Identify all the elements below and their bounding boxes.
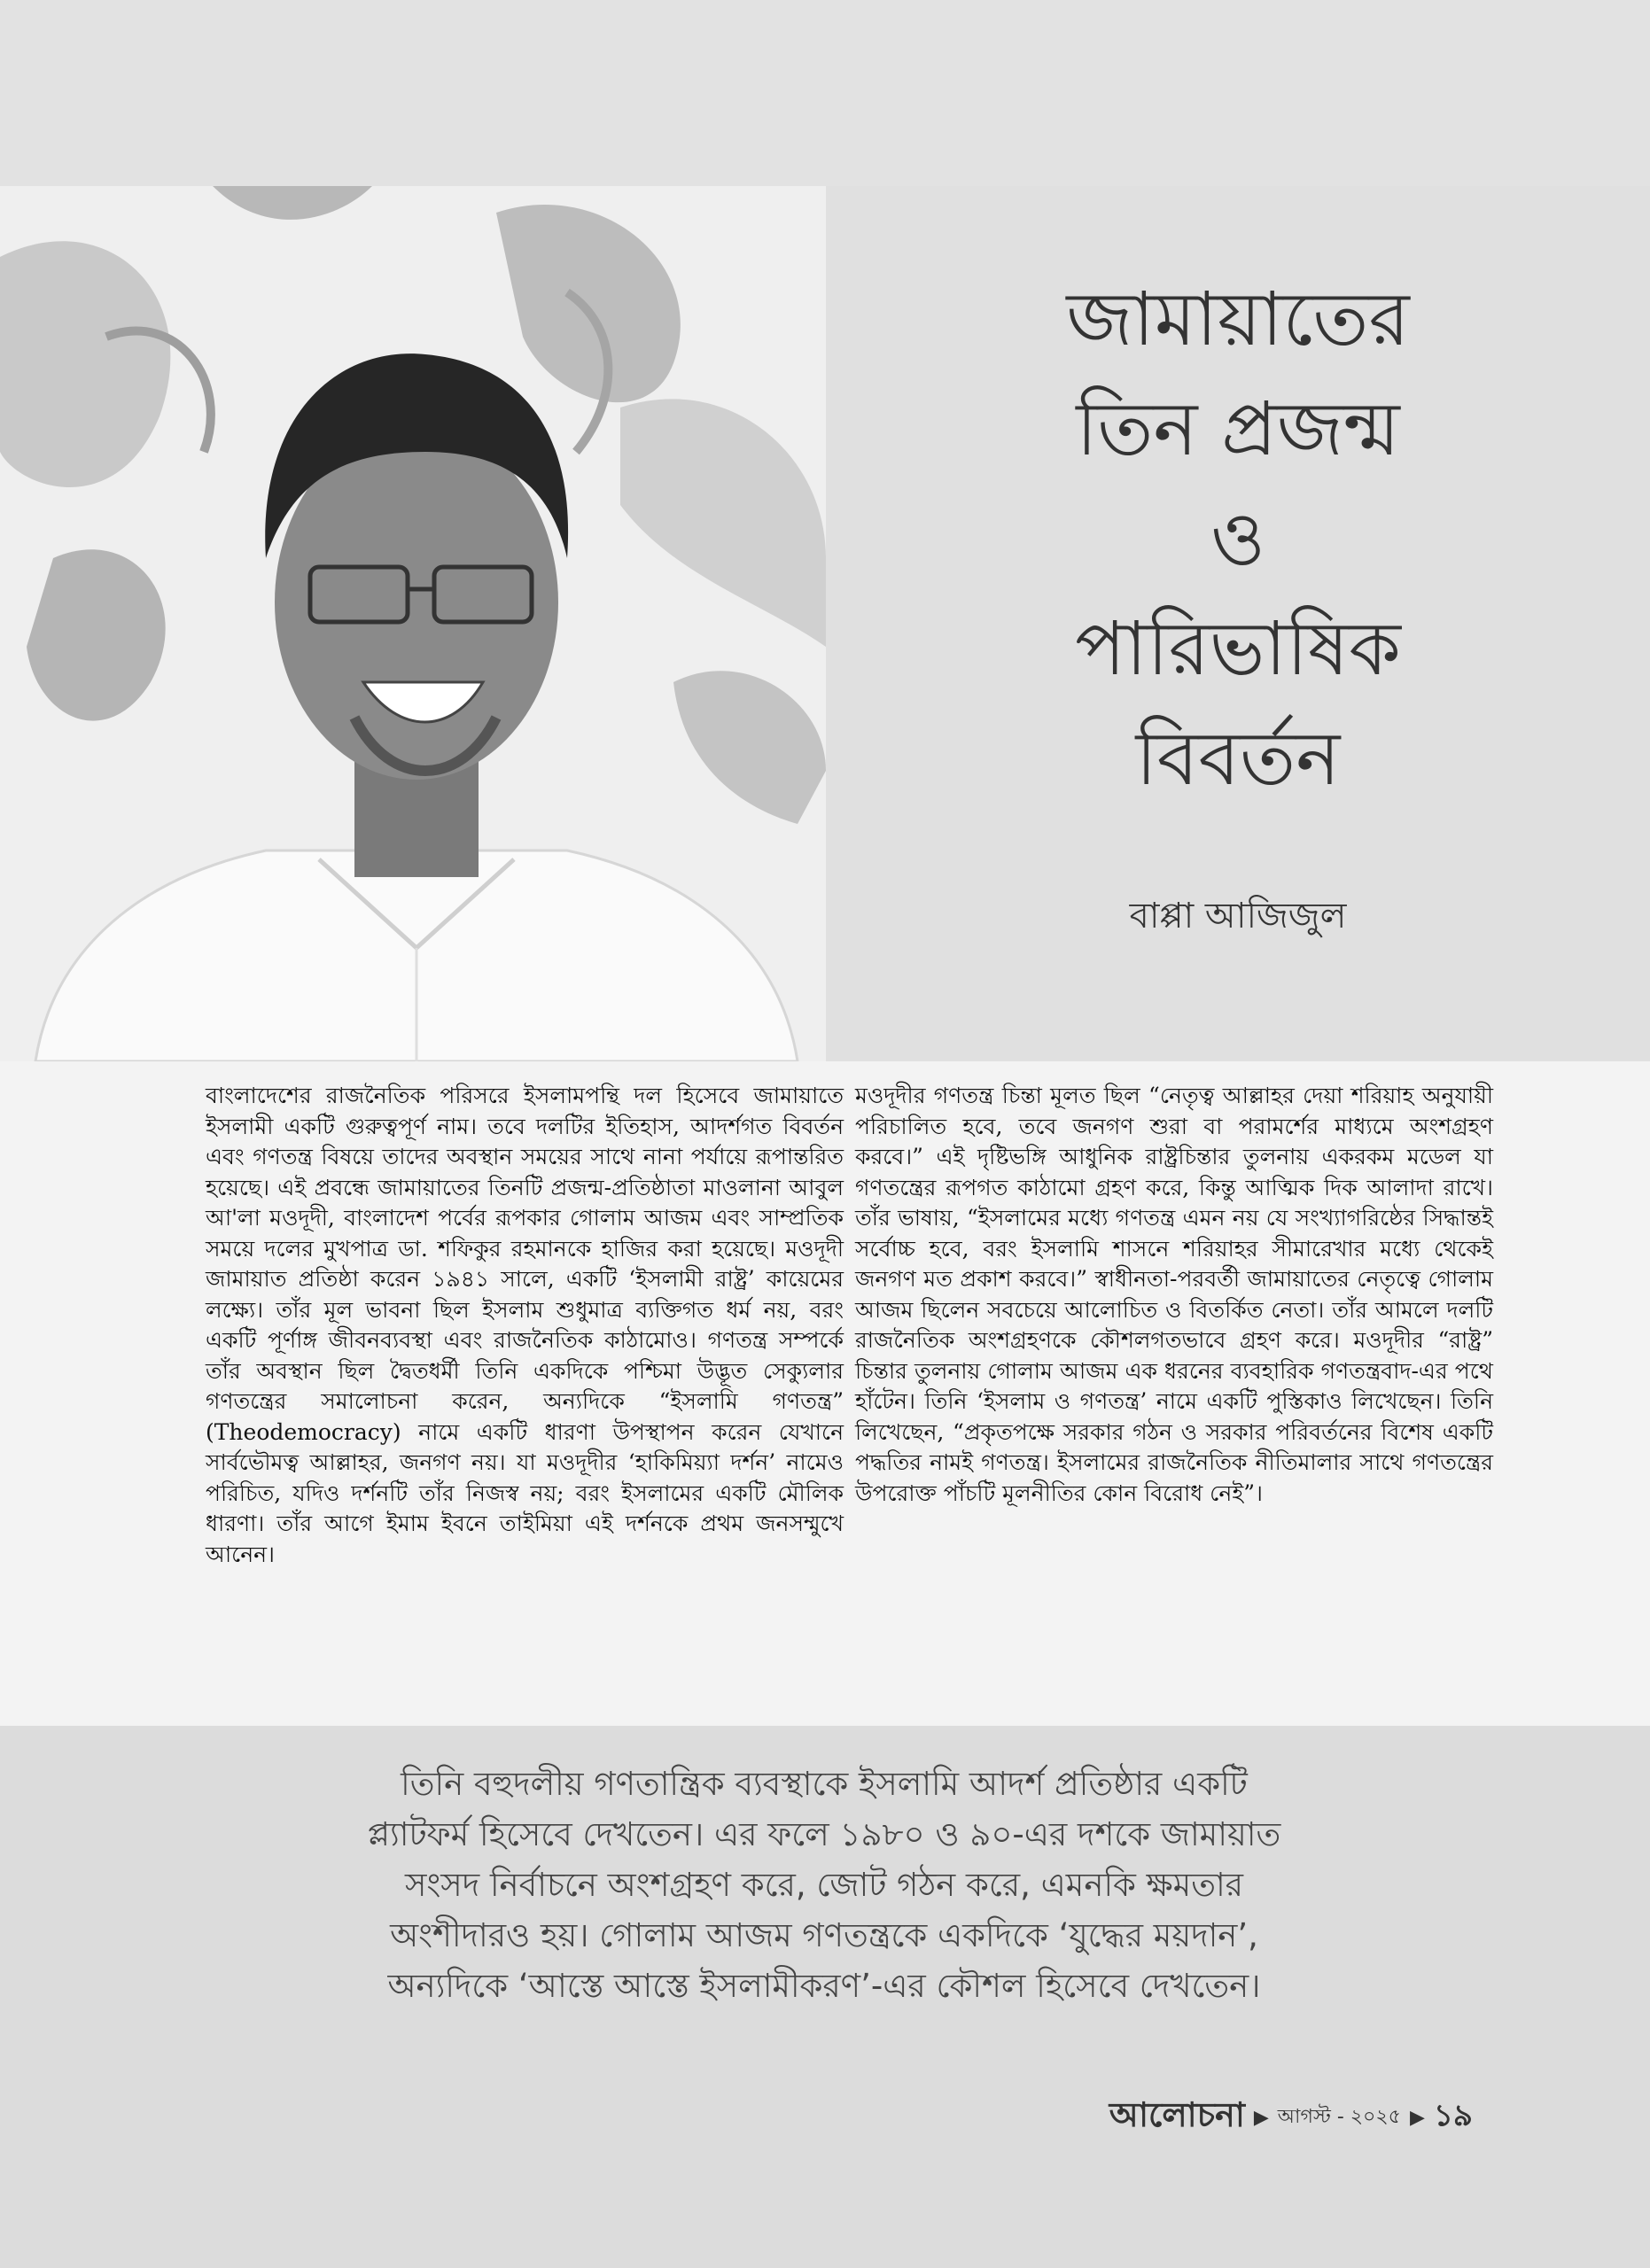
page-footer [1109, 2091, 1473, 2144]
title-line: বিবর্তন [1135, 715, 1341, 802]
article-body [0, 1061, 1650, 1726]
title-line: জামায়াতের [1066, 276, 1410, 362]
author-byline: বাপ্পা আজিজুল [1129, 896, 1347, 936]
body-column-right [855, 1081, 1493, 1509]
title-panel [826, 186, 1650, 1061]
pull-quote-line: তিনি বহুদলীয় গণতান্ত্রিক ব্যবস্থাকে ইসলামি আদর্শ প্রতিষ্ঠার একটি [401, 1765, 1248, 1803]
pull-quote-line: অংশীদারও হয়। গোলাম আজম গণতন্ত্রকে একদিকে ‘যুদ্ধের ময়দান’, [390, 1916, 1258, 1954]
triangle-right-icon: ▶ [1409, 2106, 1425, 2129]
title-line: তিন প্রজন্ম [1076, 385, 1400, 472]
body-column-left [206, 1081, 844, 1570]
body-paragraph: বাংলাদেশের রাজনৈতিক পরিসরে ইসলামপন্থি দল হিসেবে জামায়াতে ইসলামী একটি গুরুত্বপূর্ণ নাম। তবে দলটির ইতিহাস, আদর্শগত বিবর্তন এবং গণতন্ত্র বিষয়ে তাদের অবস্থান সময়ের সাথে নানা পর্যায়ে রূপান্তরিত হয়েছে। এই প্রবন্ধে জামায়াতের তিনটি প্রজন্ম-প্রতিষ্ঠাতা মাওলানা আবুল আ'লা মওদূদী, বাংলাদেশ পর্বের রূপকার গোলাম আজম এবং সাম্প্রতিক সময়ে দলের মুখপাত্র ডা. শফিকুর রহমানকে হাজির করা হয়েছে। মওদূদী জামায়াত প্রতিষ্ঠা করেন ১৯৪১ সালে, একটি ‘ইসলামী রাষ্ট্র’ কায়েমের লক্ষ্যে। তাঁর মূল ভাবনা ছিল ইসলাম শুধুমাত্র ব্যক্তিগত ধর্ম নয়, বরং একটি পূর্ণাঙ্গ জীবনব্যবস্থা এবং রাজনৈতিক কাঠামোও। গণতন্ত্র সম্পর্কে তাঁর অবস্থান ছিল দ্বৈতধর্মী তিনি একদিকে পশ্চিমা উদ্ভূত সেক্যুলার গণতন্ত্রের সমালোচনা করেন, অন্যদিকে “ইসলামি গণতন্ত্র” (Theodemocracy) নামে একটি ধারণা উপস্থাপন করেন যেখানে সার্বভৌমত্ব আল্লাহর, জনগণ নয়। যা মওদূদীর ‘হাকিমিয়্যা দর্শন’ নামেও পরিচিত, যদিও দর্শনটি তাঁর নিজস্ব নয়; বরং ইসলামের একটি মৌলিক ধারণা। তাঁর আগে ইমাম ইবনে তাইমিয়া এই দর্শনকে প্রথম জনসম্মুখে আনেন। [206, 1083, 844, 1567]
article-title [826, 264, 1650, 813]
title-line: পারিভাষিক [1075, 605, 1401, 692]
pull-quote-line: অন্যদিকে ‘আস্তে আস্তে ইসলামীকরণ’-এর কৌশল হিসেবে দেখতেন। [387, 1967, 1261, 2005]
triangle-right-icon: ▶ [1253, 2106, 1269, 2129]
body-paragraph: মওদূদীর গণতন্ত্র চিন্তা মূলত ছিল “নেতৃত্ব আল্লাহর দেয়া শরিয়াহ অনুযায়ী পরিচালিত হবে, তবে জনগণ শুরা বা পরামর্শের মাধ্যমে অংশগ্রহণ করবে।” এই দৃষ্টিভঙ্গি আধুনিক রাষ্ট্রচিন্তার তুলনায় একরকম মডেল যা গণতন্ত্রের রূপগত কাঠামো গ্রহণ করে, কিন্তু আত্মিক দিক আলাদা রাখে। তাঁর ভাষায়, “ইসলামের মধ্যে গণতন্ত্র এমন নয় যে সংখ্যাগরিষ্ঠের সিদ্ধান্তই সর্বোচ্চ হবে, বরং ইসলামি শাসনে শরিয়াহর সীমারেখার মধ্যে থেকেই জনগণ মত প্রকাশ করবে।” স্বাধীনতা-পরবর্তী জামায়াতের নেতৃত্বে গোলাম আজম ছিলেন সবচেয়ে আলোচিত ও বিতর্কিত নেতা। তাঁর আমলে দলটি রাজনৈতিক অংশগ্রহণকে কৌশলগতভাবে গ্রহণ করে। মওদূদীর “রাষ্ট্র” চিন্তার তুলনায় গোলাম আজম এক ধরনের ব্যবহারিক গণতন্ত্রবাদ-এর পথে হাঁটেন। তিনি ‘ইসলাম ও গণতন্ত্র’ নামে একটি পুস্তিকাও লিখেছেন। তিনি লিখেছেন, “প্রকৃতপক্ষে সরকার গঠন ও সরকার পরিবর্তনের বিশেষ একটি পদ্ধতির নামই গণতন্ত্র। ইসলামের রাজনৈতিক নীতিমালার সাথে গণতন্ত্রের উপরোক্ত পাঁচটি মূলনীতির কোন বিরোধ নেই”। [855, 1083, 1493, 1506]
pull-quote [160, 1759, 1489, 2011]
page-number: ১৯ [1433, 2097, 1473, 2133]
top-band [0, 0, 1650, 186]
pull-quote-line: প্ল্যাটফর্ম হিসেবে দেখতেন। এর ফলে ১৯৮০ ও ৯০-এর দশকে জামায়াত [367, 1815, 1281, 1853]
author-photo [0, 186, 826, 1061]
issue-date: আগস্ট - ২০২৫ [1277, 2105, 1401, 2128]
magazine-name: আলোচনা [1109, 2094, 1245, 2134]
title-line: ও [1210, 495, 1265, 582]
pull-quote-line: সংসদ নির্বাচনে অংশগ্রহণ করে, জোট গঠন করে, এমনকি ক্ষমতার [404, 1866, 1244, 1904]
